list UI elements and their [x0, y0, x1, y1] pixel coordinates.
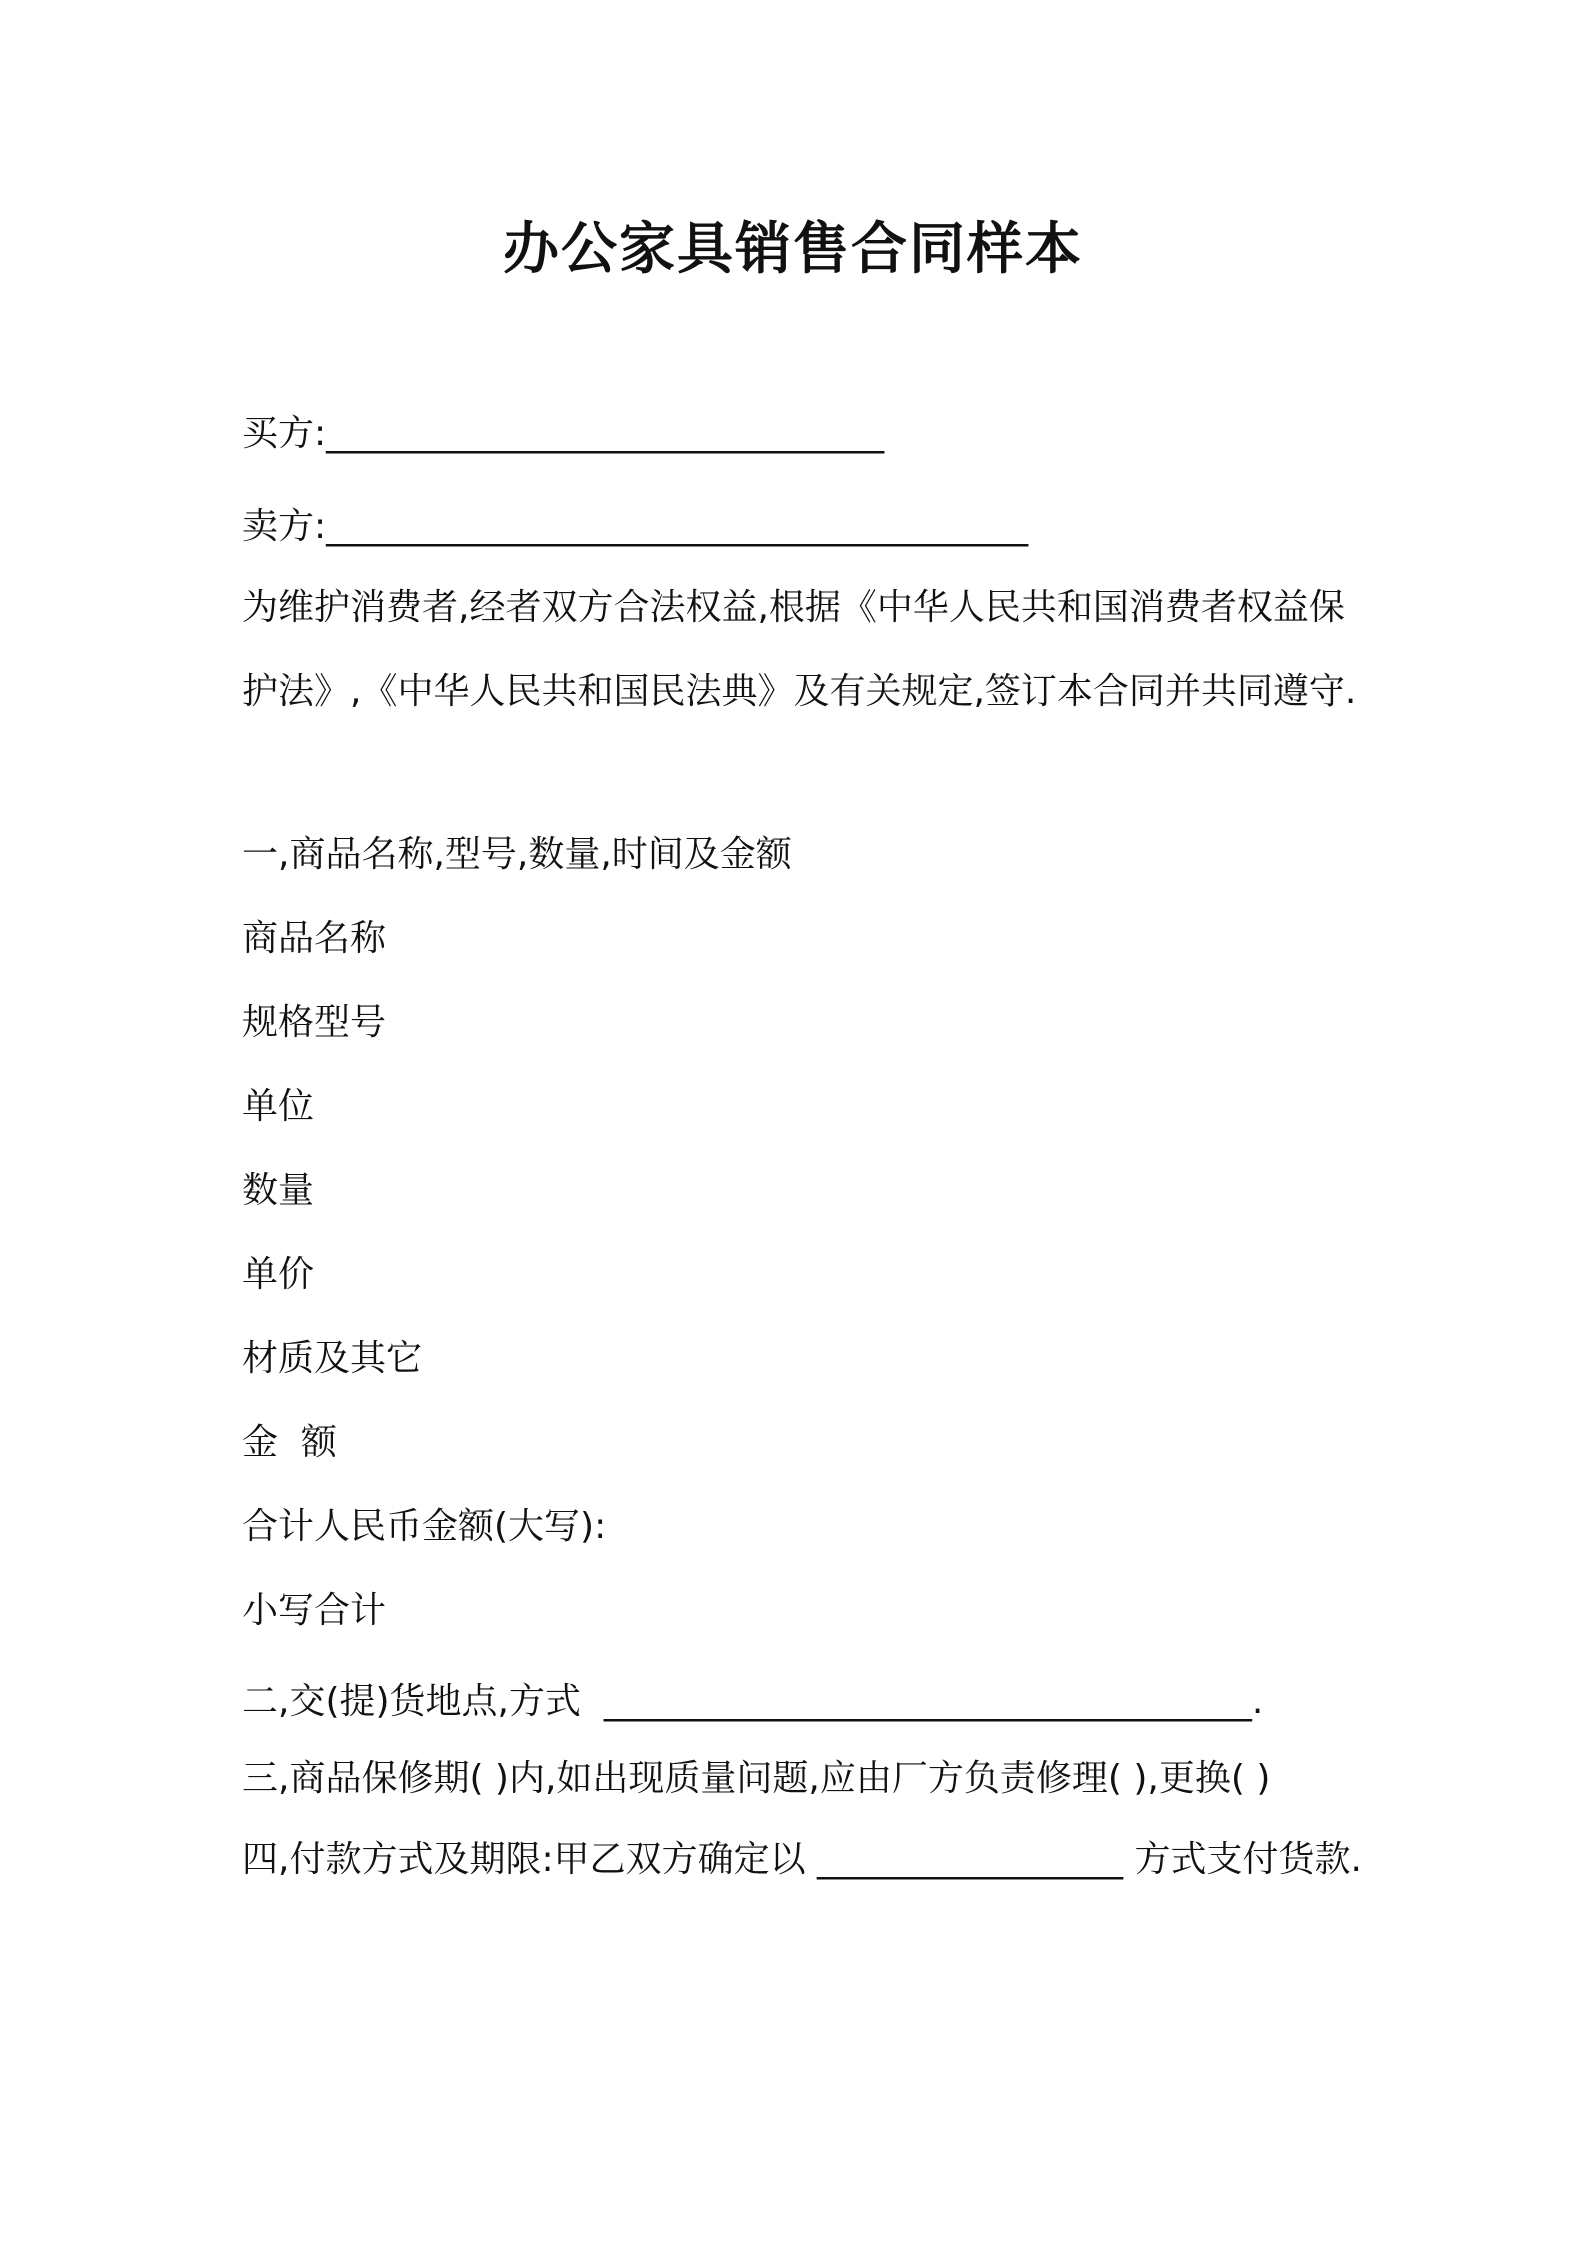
- section-2-delivery: 二,交(提)货地点,方式 ____________________________________.: [242, 1681, 1264, 1722]
- document-title: 办公家具销售合同样本: [503, 217, 1083, 282]
- section-3-warranty: 三,商品保修期( )内,如出现质量问题,应由厂方负责修理( ),更换( ): [242, 1758, 1271, 1799]
- field-material: 材质及其它: [242, 1338, 423, 1379]
- field-unit: 单位: [242, 1086, 315, 1127]
- seller-line: 卖方:_______________________________________: [242, 506, 1029, 547]
- buyer-line: 买方:_______________________________: [242, 413, 885, 454]
- section-1-heading: 一,商品名称,型号,数量,时间及金额: [242, 834, 792, 875]
- field-total-lowercase: 小写合计: [242, 1590, 387, 1631]
- field-quantity: 数量: [242, 1170, 315, 1211]
- intro-paragraph: 为维护消费者,经者双方合法权益,根据《中华人民共和国消费者权益保护法》,《中华人民共和国民法典》及有关规定,签订本合同并共同遵守.: [242, 587, 1357, 712]
- section-4-payment: 四,付款方式及期限:甲乙双方确定以 _________________ 方式支付货款.: [242, 1839, 1362, 1880]
- field-product-name: 商品名称: [242, 918, 387, 959]
- field-unit-price: 单价: [242, 1254, 315, 1295]
- field-amount: 金 额: [242, 1422, 337, 1463]
- field-spec-model: 规格型号: [242, 1002, 387, 1043]
- field-total-uppercase: 合计人民币金额(大写):: [242, 1506, 607, 1547]
